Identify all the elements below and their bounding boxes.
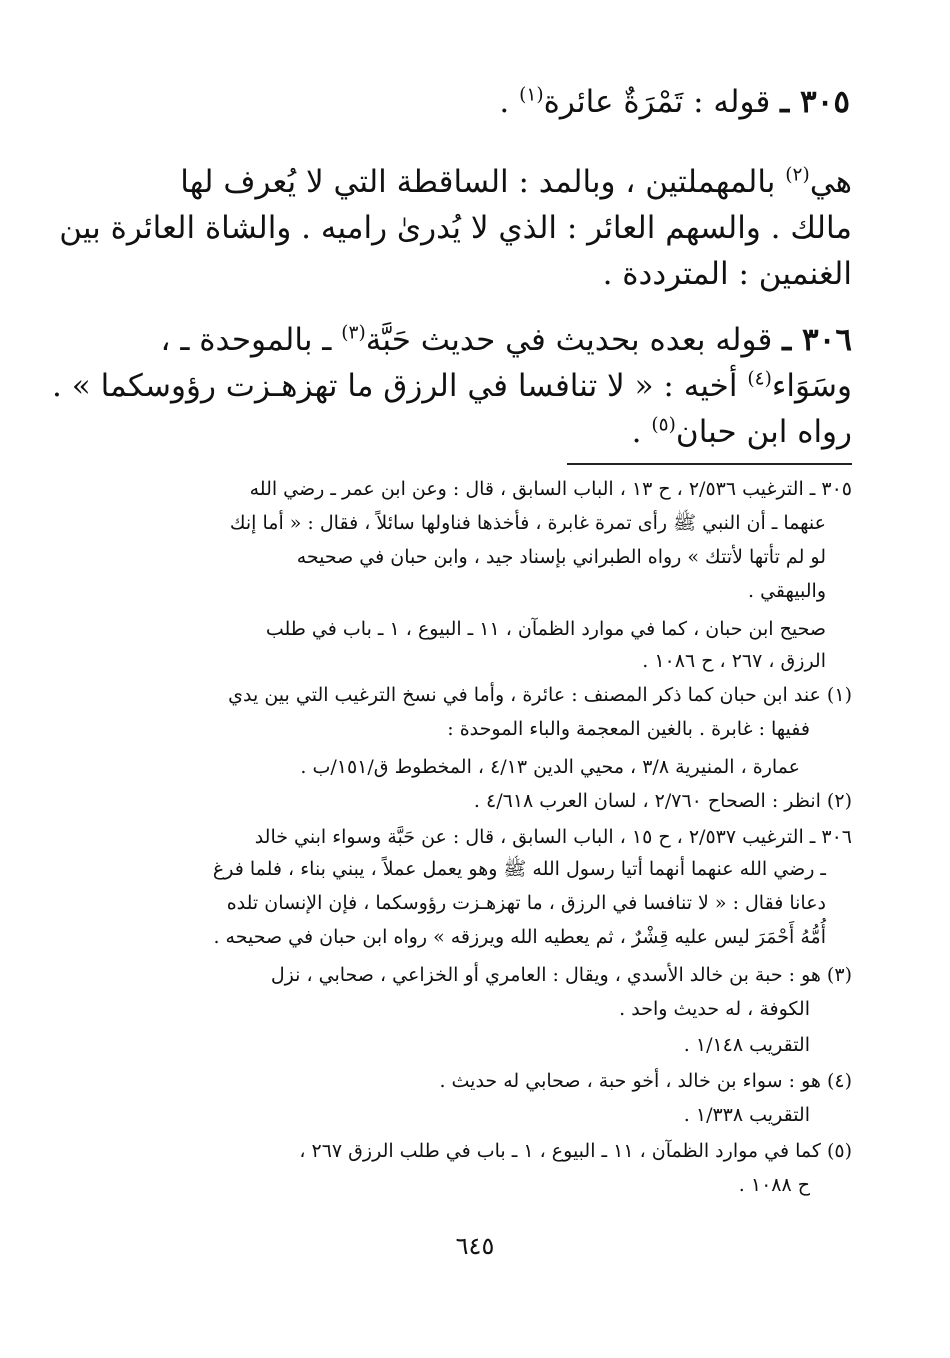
note-line: الرزق ، ٢٦٧ ، ح ١٠٨٦ . bbox=[642, 650, 826, 672]
note-line: لو لم تأتها لأتتك » رواه الطبراني بإسناد جيد ، وابن حبان في صحيحه bbox=[296, 546, 826, 568]
note-line: عمارة ، المنيرية ٣/٨ ، محيي الدين ٤/١٣ ، المخطوط ق/١٥١/ب . bbox=[300, 756, 800, 778]
footnote-ref-5: (٥) bbox=[651, 414, 676, 436]
note-line: (١) عند ابن حبان كما ذكر المصنف : عائرة ، وأما في نسخ الترغيب التي بين يدي bbox=[228, 684, 852, 706]
footnote-ref-1: (١) bbox=[519, 84, 544, 106]
note-line: ٣٠٦ ـ الترغيب ٢/٥٣٧ ، ح ١٥ ، الباب السابق ، قال : عن حَبَّة وسواء ابني خالد bbox=[254, 826, 852, 848]
entry-305-heading bbox=[499, 80, 850, 124]
page-number: ٦٤٥ bbox=[455, 1232, 495, 1260]
p305-l1-a: هي bbox=[809, 164, 852, 200]
note-line: ففيها : غابرة . بالغين المعجمة والباء الموحدة : bbox=[447, 718, 810, 740]
note-line: والبيهقي . bbox=[748, 580, 826, 602]
footnote-ref-4: (٤) bbox=[747, 368, 772, 390]
note-line: ح ١٠٨٨ . bbox=[738, 1174, 810, 1196]
entry-306-l3-b: . bbox=[631, 414, 652, 450]
note-line: صحيح ابن حبان ، كما في موارد الظمآن ، ١١ ـ البيوع ، ١ ـ باب في طلب bbox=[265, 618, 826, 640]
footnote-separator bbox=[567, 463, 852, 465]
entry-306-number: ٣٠٦ ـ bbox=[782, 322, 852, 358]
note-line: التقريب ١/٣٣٨ . bbox=[683, 1104, 810, 1126]
note-line: عنهما ـ أن النبي ﷺ رأى تمرة غابرة ، فأخذها فناولها سائلاً ، فقال : « أما إنك bbox=[229, 512, 826, 534]
paragraph-305-line-2: مالك . والسهم العائر : الذي لا يُدرىٰ راميه . والشاة العائرة بين bbox=[59, 210, 852, 246]
entry-306-l1-a: قوله بعده بحديث في حديث حَبَّة bbox=[365, 322, 783, 358]
entry-305-number: ٣٠٥ ـ bbox=[780, 84, 850, 120]
note-line: (٢) انظر : الصحاح ٢/٧٦٠ ، لسان العرب ٤/٦١٨ . bbox=[473, 790, 852, 812]
footnote-ref-3: (٣) bbox=[341, 322, 366, 344]
paragraph-305-line-3: الغنمين : المترددة . bbox=[602, 256, 852, 292]
note-line: الكوفة ، له حديث واحد . bbox=[619, 998, 810, 1020]
note-line: أُمُّهُ أَحْمَرَ ليس عليه قِشْرٌ ، ثم يعطيه الله ويرزقه » رواه ابن حبان في صحيحه . bbox=[213, 926, 826, 948]
entry-306-line-2 bbox=[52, 364, 852, 408]
footnote-ref-2: (٢) bbox=[785, 164, 810, 186]
entry-306-l2-a: وسَوَاء bbox=[771, 368, 852, 404]
paragraph-305-line-1 bbox=[180, 160, 852, 204]
note-line: التقريب ١/١٤٨ . bbox=[683, 1034, 810, 1056]
note-line: (٤) هو : سواء بن خالد ، أخو حبة ، صحابي له حديث . bbox=[439, 1070, 852, 1092]
p305-l1-b: بالمهملتين ، وبالمد : الساقطة التي لا يُعرف لها bbox=[180, 164, 786, 200]
entry-306-l3-a: رواه ابن حبان bbox=[675, 414, 852, 450]
entry-306-line-1 bbox=[161, 318, 852, 362]
entry-306-line-3 bbox=[632, 410, 852, 454]
note-line: ـ رضي الله عنهما أنهما أتيا رسول الله ﷺ وهو يعمل عملاً ، يبني بناء ، فلما فرغ bbox=[212, 858, 826, 880]
entry-306-l2-b: أخيه : « لا تنافسا في الرزق ما تهزهـزت رؤوسكما » . bbox=[52, 368, 748, 404]
note-line: دعانا فقال : « لا تنافسا في الرزق ، ما تهزهـزت رؤوسكما ، فإن الإنسان تلده bbox=[226, 892, 826, 914]
entry-305-title: قوله : تَمْرَةٌ عائرة bbox=[543, 84, 771, 120]
note-line: (٥) كما في موارد الظمآن ، ١١ ـ البيوع ، ١ ـ باب في طلب الرزق ٢٦٧ ، bbox=[299, 1140, 852, 1162]
note-line: ٣٠٥ ـ الترغيب ٢/٥٣٦ ، ح ١٣ ، الباب السابق ، قال : وعن ابن عمر ـ رضي الله bbox=[249, 478, 852, 500]
entry-305-end: . bbox=[499, 84, 520, 120]
note-line: (٣) هو : حبة بن خالد الأسدي ، ويقال : العامري أو الخزاعي ، صحابي ، نزل bbox=[270, 964, 852, 986]
entry-306-l1-b: ـ بالموحدة ـ ، bbox=[160, 322, 342, 358]
